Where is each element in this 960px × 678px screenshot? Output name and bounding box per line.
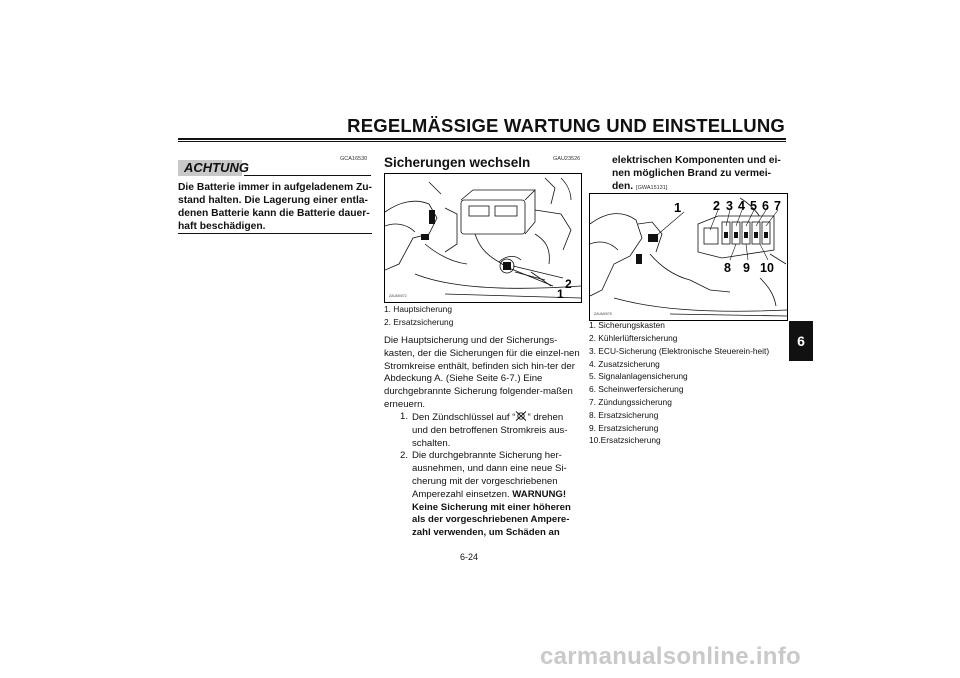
fuse-callout-6: 6 [762, 199, 769, 213]
fuse-callout-3: 3 [726, 199, 733, 213]
callout-1: 1 [557, 287, 564, 301]
step-text-before: Den Zündschlüssel auf “ [412, 412, 516, 423]
fuse-callout-2: 2 [713, 199, 720, 213]
step-number: 1. [399, 411, 408, 422]
figure-fuse-box [589, 193, 788, 321]
callout-2: 2 [565, 277, 572, 291]
warning-continuation-text: elektrischen Komponenten und ei-nen möglichen Brand zu vermei-den. [612, 155, 781, 192]
section-title: Sicherungen wechseln [384, 155, 531, 170]
caption-item: 5. Signalanlagensicherung [589, 371, 688, 382]
warning-text: WARNUNG! Keine Sicherung mit einer höheren als der vorgeschriebenen Ampere-zahl verwenden, um Schäden an [412, 488, 571, 539]
section-code: GAU23526 [553, 156, 581, 162]
step-text-after: ” drehen und den betroffenen Stromkreis aus-schalten. [412, 412, 568, 449]
achtung-code: GCA16530 [340, 156, 368, 162]
chapter-tab[interactable]: 6 [789, 321, 813, 361]
fuse-box-illustration [590, 194, 787, 320]
step-2 [384, 450, 580, 540]
watermark-text: carmanualsonline.info [540, 643, 802, 670]
figure-id: ZAUM0075 [594, 312, 612, 316]
fuse-callout-9: 9 [743, 261, 750, 275]
achtung-label: ACHTUNG [178, 160, 242, 176]
header-rule [178, 138, 786, 140]
callout-line-1 [509, 268, 553, 286]
page-title: REGELMÄSSIGE WARTUNG UND EINSTELLUNG [347, 115, 785, 136]
warning-continuation [612, 154, 790, 195]
header-rule-thin [178, 141, 786, 142]
figure-main-fuse [384, 173, 582, 303]
achtung-rule [244, 175, 371, 176]
fuse-callout-5: 5 [750, 199, 757, 213]
fuse-callout-10: 10 [760, 261, 774, 275]
caption-item: 1. Sicherungskasten [589, 320, 665, 330]
step-1 [384, 411, 580, 450]
caption-item: 3. ECU-Sicherung (Elektronische Steuerein-heit) [589, 345, 770, 356]
caption-item: 10.Ersatzsicherung [589, 435, 661, 446]
body-paragraph: Die Hauptsicherung und der Sicherungs-kasten, der die Sicherungen für die einzel-nen Stromkreise enthält, befinden sich hin-ter der Abdeckung A. (Siehe Seite 6-7.) Eine durchgebrannte Sicherung folgender-maßen erneuern. [384, 335, 580, 410]
step-number: 2. [399, 450, 408, 462]
fuse-callout-4: 4 [738, 199, 745, 213]
caption-item: 2. Ersatzsicherung [384, 316, 454, 327]
caption-list-2 [589, 319, 789, 447]
step-text [412, 450, 580, 540]
caption-item: 4. Zusatzsicherung [589, 358, 660, 369]
step-text-body: Die durchgebrannte Sicherung her-ausnehmen, und dann eine neue Si-cherung mit der vorgeschriebenen Amperezahl einsetzen. [412, 450, 567, 500]
fuse-callout-8: 8 [724, 261, 731, 275]
caption-item: 7. Zündungssicherung [589, 396, 672, 407]
caption-item: 8. Ersatzsicherung [589, 409, 659, 420]
main-fuse-illustration [385, 174, 581, 302]
fuse-box-callout-1: 1 [674, 200, 682, 215]
key-off-icon [515, 411, 527, 421]
step-text [412, 411, 580, 450]
page-number: 6-24 [460, 552, 479, 562]
caption-item: 2. Kühlerlüftersicherung [589, 332, 678, 343]
caption-item: 9. Ersatzsicherung [589, 422, 659, 433]
callout-line-2 [513, 266, 563, 278]
caption-item: 6. Scheinwerfersicherung [589, 384, 684, 395]
steps-list [384, 411, 580, 540]
achtung-bottom-rule [178, 233, 372, 234]
figure-id: ZAUM0072 [389, 294, 407, 298]
fuse-callout-7: 7 [774, 199, 781, 213]
caption-item: 1. Hauptsicherung [384, 304, 452, 314]
achtung-text: Die Batterie immer in aufgeladenem Zu-stand halten. Die Lagerung einer entla-denen Batterie kann die Batterie dauer-haft beschädigen. [178, 182, 372, 232]
warning-code: [GWA15131] [636, 185, 668, 191]
caption-list-1 [384, 303, 453, 329]
